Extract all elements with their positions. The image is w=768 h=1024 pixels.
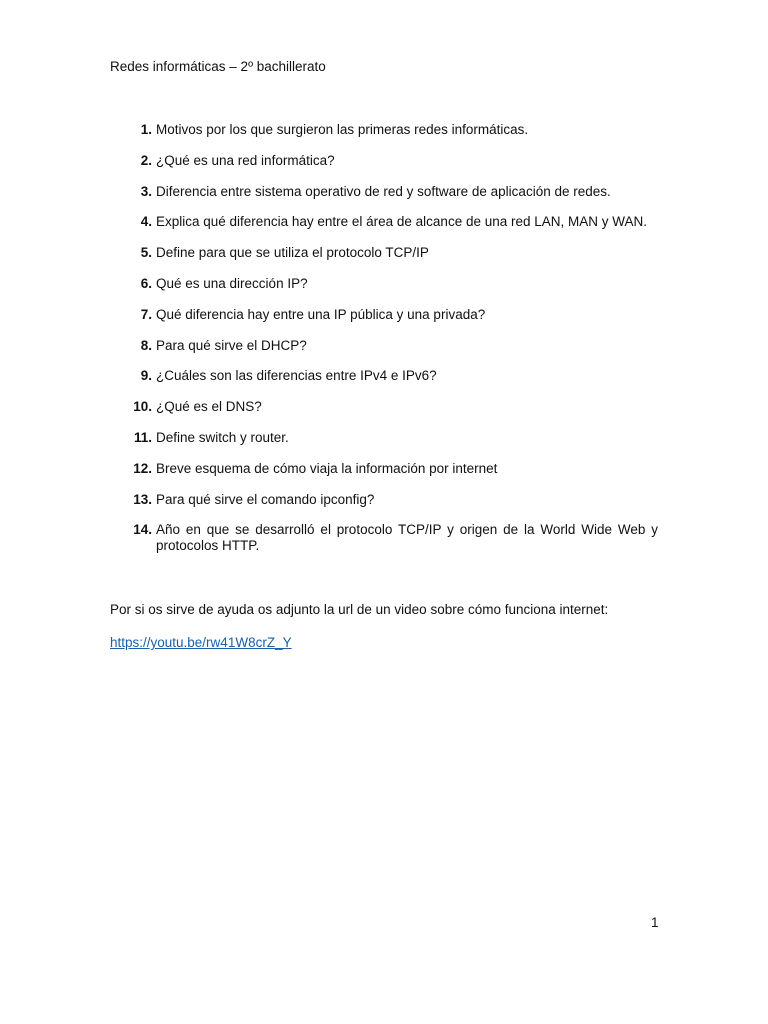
item-text: Año en que se desarrolló el protocolo TCP/IP y origen de la World Wide Web y protocolos HTTP.	[156, 522, 658, 554]
list-item	[110, 122, 658, 138]
page-title: Redes informáticas – 2º bachillerato	[110, 59, 326, 74]
video-link[interactable]: https://youtu.be/rw41W8crZ_Y	[110, 635, 292, 650]
item-number: 2.	[140, 152, 152, 168]
page-number: 1	[651, 915, 659, 930]
list-item	[110, 307, 658, 323]
item-number: 11.	[133, 429, 152, 445]
item-text: Define para que se utiliza el protocolo TCP/IP	[156, 245, 429, 261]
item-number: 4.	[140, 214, 152, 230]
item-number: 13.	[133, 491, 152, 507]
list-item	[110, 184, 658, 200]
list-item	[110, 430, 658, 446]
item-text: Breve esquema de cómo viaja la información por internet	[156, 460, 498, 476]
item-text: Qué es una dirección IP?	[156, 275, 308, 291]
item-text: Explica qué diferencia hay entre el área de alcance de una red LAN, MAN y WAN.	[156, 214, 648, 230]
item-number: 5.	[140, 245, 152, 261]
list-item	[110, 399, 658, 415]
list-item	[110, 245, 658, 261]
item-text: ¿Cuáles son las diferencias entre IPv4 e IPv6?	[156, 368, 437, 384]
item-number: 9.	[140, 368, 152, 384]
list-item	[110, 522, 658, 554]
item-number: 6.	[140, 275, 152, 291]
list-item	[110, 461, 658, 477]
list-item	[110, 338, 658, 354]
item-number: 14.	[133, 522, 152, 538]
list-item	[110, 492, 658, 508]
item-text: Motivos por los que surgieron las primeras redes informáticas.	[156, 122, 529, 137]
item-number: 3.	[140, 183, 152, 199]
list-item	[110, 214, 658, 230]
list-item	[110, 276, 658, 292]
item-number: 12.	[133, 460, 152, 476]
question-list	[110, 122, 658, 569]
item-text: Para qué sirve el DHCP?	[156, 337, 307, 353]
help-paragraph: Por si os sirve de ayuda os adjunto la url de un video sobre cómo funciona internet:	[110, 602, 609, 617]
item-text: Define switch y router.	[156, 429, 289, 445]
item-number: 8.	[140, 337, 152, 353]
item-text: Diferencia entre sistema operativo de red y software de aplicación de redes.	[156, 183, 611, 199]
item-number: 1.	[140, 122, 152, 137]
item-text: ¿Qué es el DNS?	[156, 399, 262, 415]
item-text: Qué diferencia hay entre una IP pública y una privada?	[156, 306, 486, 322]
list-item	[110, 153, 658, 169]
list-item	[110, 368, 658, 384]
item-number: 10.	[133, 399, 152, 415]
item-text: ¿Qué es una red informática?	[156, 152, 335, 168]
item-text: Para qué sirve el comando ipconfig?	[156, 491, 375, 507]
item-number: 7.	[140, 306, 152, 322]
